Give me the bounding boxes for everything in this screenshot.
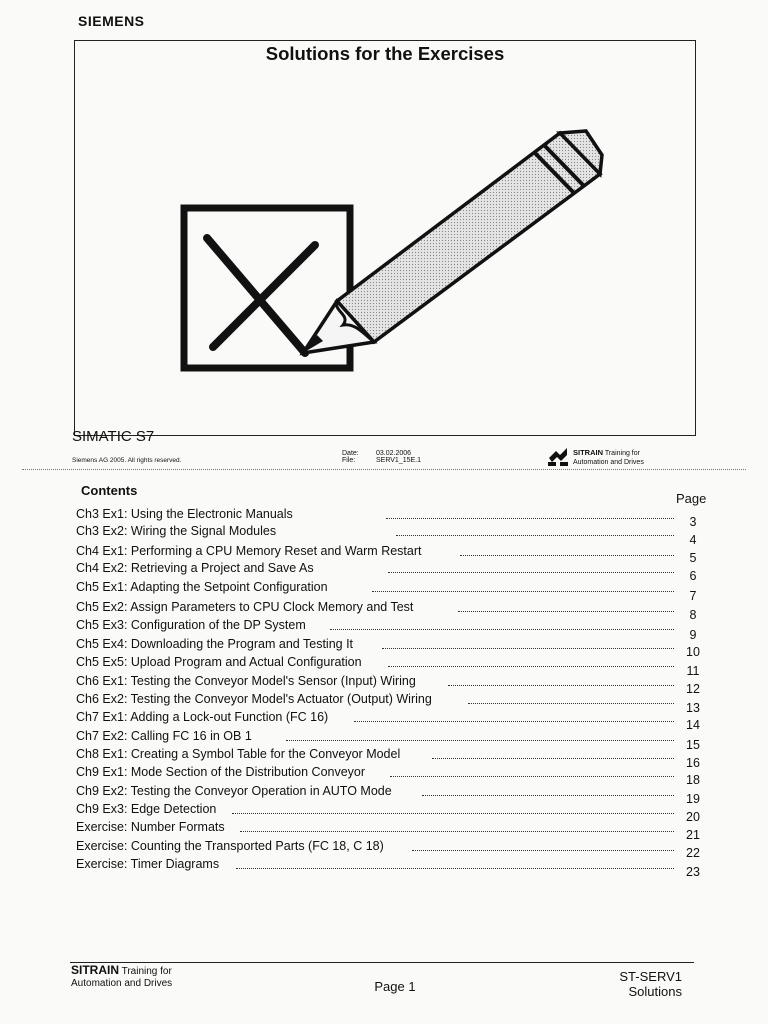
copyright-note: Siemens AG 2005. All rights reserved. — [72, 457, 182, 464]
toc-row — [76, 765, 706, 787]
slide-footer — [72, 428, 708, 472]
toc-row — [76, 580, 706, 603]
toc-row — [76, 747, 706, 770]
toc-leader-dots — [330, 629, 674, 630]
toc-leader-dots — [458, 611, 674, 612]
toc-entry-page: 9 — [689, 628, 697, 642]
page-column-heading: Page — [676, 491, 707, 506]
toc-entry-title: Ch6 Ex1: Testing the Conveyor Model's Sensor (Input) Wiring — [76, 674, 416, 688]
toc-leader-dots — [372, 591, 674, 592]
date-label: Date: — [342, 450, 359, 457]
sitrain-line2: Automation and Drives — [573, 459, 644, 466]
toc-row — [76, 600, 706, 622]
sitrain-tagline — [573, 448, 644, 467]
toc-entry-page: 3 — [689, 515, 697, 529]
toc-leader-dots — [422, 795, 674, 796]
checkbox-pencil-illustration — [75, 41, 697, 437]
toc-row — [76, 729, 706, 752]
toc-entry-title: Ch3 Ex2: Wiring the Signal Modules — [76, 524, 277, 538]
file-label: File: — [342, 457, 356, 464]
toc-row — [76, 524, 706, 547]
toc-entry-title: Ch7 Ex1: Adding a Lock-out Function (FC 16) — [76, 710, 329, 724]
footer-sitrain-line2: Automation and Drives — [71, 978, 173, 989]
toc-entry-page: 22 — [686, 846, 700, 860]
toc-entry-page: 7 — [689, 589, 697, 603]
toc-entry-title: Exercise: Counting the Transported Parts (FC 18, C 18) — [76, 839, 384, 853]
contents-heading: Contents — [81, 483, 138, 498]
toc-leader-dots — [390, 776, 674, 777]
toc-leader-dots — [240, 831, 674, 832]
toc-entry-page: 13 — [686, 701, 700, 715]
sitrain-name: SITRAIN — [573, 448, 603, 457]
toc-leader-dots — [232, 813, 674, 814]
toc-row — [76, 544, 706, 565]
toc-entry-page: 20 — [686, 810, 700, 824]
toc-entry-page: 10 — [686, 645, 700, 659]
toc-row — [76, 674, 706, 696]
toc-entry-page: 19 — [686, 792, 700, 806]
toc-leader-dots — [412, 850, 674, 851]
toc-leader-dots — [286, 740, 674, 741]
toc-entry-title: Exercise: Number Formats — [76, 820, 225, 834]
toc-leader-dots — [382, 648, 674, 649]
file-value: SERV1_15E.1 — [376, 457, 422, 464]
toc-row — [76, 820, 706, 842]
toc-row — [76, 655, 706, 678]
toc-entry-page: 15 — [686, 738, 700, 752]
toc-entry-title: Ch5 Ex5: Upload Program and Actual Configuration — [76, 655, 362, 669]
toc-leader-dots — [448, 685, 674, 686]
toc-entry-title: Ch4 Ex1: Performing a CPU Memory Reset and Warm Restart — [76, 544, 422, 558]
sitrain-logo-icon — [546, 446, 570, 468]
toc-row — [76, 507, 706, 529]
toc-entry-page: 23 — [686, 865, 700, 879]
toc-row — [76, 692, 706, 715]
toc-entry-title: Ch7 Ex2: Calling FC 16 in OB 1 — [76, 729, 252, 743]
toc-leader-dots — [354, 721, 674, 722]
toc-entry-title: Exercise: Timer Diagrams — [76, 857, 220, 871]
footer-sitrain-name: SITRAIN — [71, 963, 119, 977]
date-value: 03.02.2006 — [376, 450, 412, 457]
toc-entry-page: 16 — [686, 756, 700, 770]
toc-entry-page: 11 — [686, 664, 700, 678]
toc-entry-page: 14 — [686, 718, 700, 732]
toc-entry-page: 5 — [689, 551, 697, 565]
doc-code: ST-SERV1 — [619, 969, 682, 984]
toc-leader-dots — [388, 666, 674, 667]
toc-leader-dots — [460, 555, 674, 556]
toc-entry-title: Ch9 Ex2: Testing the Conveyor Operation in AUTO Mode — [76, 784, 392, 798]
toc-entry-title: Ch6 Ex2: Testing the Conveyor Model's Actuator (Output) Wiring — [76, 692, 432, 706]
slide-frame — [74, 40, 696, 436]
toc-entry-title: Ch5 Ex2: Assign Parameters to CPU Clock Memory and Test — [76, 600, 414, 614]
toc-row — [76, 561, 706, 583]
page-number: Page 1 — [374, 979, 416, 994]
toc-row — [76, 710, 706, 732]
toc-row — [76, 784, 706, 806]
toc-entry-title: Ch5 Ex1: Adapting the Setpoint Configuration — [76, 580, 328, 594]
slide-title: Solutions for the Exercises — [265, 43, 505, 64]
toc-leader-dots — [236, 868, 674, 869]
toc-entry-page: 6 — [689, 569, 697, 583]
footer-sitrain — [71, 964, 172, 990]
toc-entry-title: Ch5 Ex3: Configuration of the DP System — [76, 618, 306, 632]
footer-rule — [70, 962, 694, 963]
toc-entry-title: Ch5 Ex4: Downloading the Program and Testing It — [76, 637, 354, 651]
toc-entry-title: Ch3 Ex1: Using the Electronic Manuals — [76, 507, 293, 521]
product-title: SIMATIC S7 — [72, 428, 155, 445]
toc-leader-dots — [386, 518, 674, 519]
toc-entry-title: Ch9 Ex1: Mode Section of the Distribution Conveyor — [76, 765, 366, 779]
toc-row — [76, 618, 706, 642]
doc-section: Solutions — [628, 984, 682, 999]
toc-entry-page: 21 — [686, 828, 700, 842]
toc-entry-page: 18 — [686, 773, 700, 787]
document-code — [590, 969, 682, 999]
toc-leader-dots — [388, 572, 674, 573]
toc-leader-dots — [468, 703, 674, 704]
toc-leader-dots — [396, 535, 674, 536]
toc-row — [76, 637, 706, 659]
toc-entry-title: Ch8 Ex1: Creating a Symbol Table for the Conveyor Model — [76, 747, 401, 761]
toc-entry-page: 4 — [689, 533, 697, 547]
sitrain-line1: Training for — [604, 450, 640, 457]
separator-line — [22, 469, 746, 470]
siemens-logo: SIEMENS — [78, 13, 145, 29]
footer-sitrain-line1: Training for — [121, 966, 172, 977]
toc-row — [76, 839, 706, 860]
toc-entry-page: 8 — [689, 608, 697, 622]
toc-row — [76, 802, 706, 824]
toc-entry-title: Ch9 Ex3: Edge Detection — [76, 802, 217, 816]
toc-leader-dots — [432, 758, 674, 759]
toc-entry-title: Ch4 Ex2: Retrieving a Project and Save As — [76, 561, 314, 575]
toc-row — [76, 857, 706, 879]
toc-entry-page: 12 — [686, 682, 700, 696]
